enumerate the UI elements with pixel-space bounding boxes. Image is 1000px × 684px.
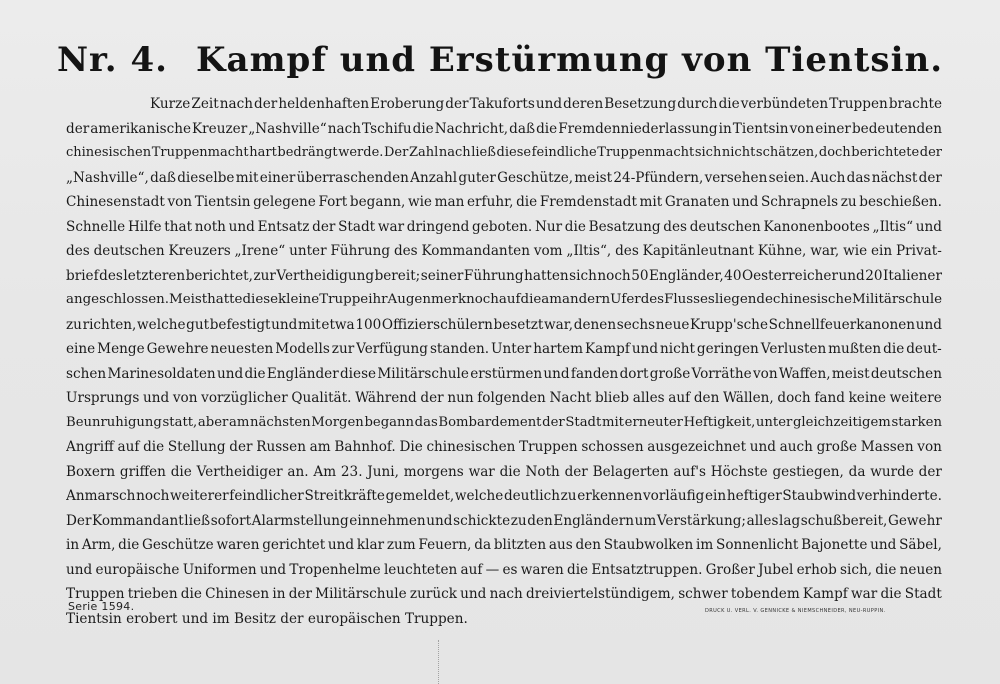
- text-line: Ursprungs und von vorzüglicher Qualität. Während der nun folgenden Nacht blieb alles auf den Wällen, doch fand keine weitere: [66, 390, 942, 406]
- text-line: Chinesenstadt von Tientsin gelegene Fort begann, wie man erfuhr, die Fremdenstadt mit Granaten und Schrapnels zu beschießen.: [66, 194, 942, 210]
- text-line: Der Kommandant ließ sofort Alarmstellung einnehmen und schickte zu den Engländern um Verstärkung; alles lag schußbereit, Gewehr: [66, 512, 942, 529]
- text-line: Schnelle Hilfe that noth und Entsatz der Stadt war dringend geboten. Nur die Besatzung des deutschen Kanonenbootes „Iltis“ und: [66, 218, 942, 235]
- printer-imprint: DRUCK U. VERL. V. GENNICKE & NIEMSCHNEIDER, NEU-RUPPIN.: [705, 608, 886, 614]
- text-line: der amerikanische Kreuzer „Nashville“ nach Tschifu die Nachricht, daß die Fremdenniederlassung in Tientsin von einer bedeutenden: [66, 120, 942, 137]
- text-line: zu richten, welche gut befestigt und mit etwa 100 Offizierschülern besetzt war, denen sechs neue Krupp'sche Schnellfeuerkanonen und: [66, 316, 942, 333]
- text-line: schen Marinesoldaten und die Engländer diese Militärschule erstürmen und fanden dort große Vorräthe von Waffen, meist deutschen: [66, 365, 942, 382]
- title-text: Kampf und Erstürmung von Tientsin.: [195, 40, 944, 80]
- title-number: Nr. 4.: [56, 40, 168, 80]
- text-line: chinesischen Truppenmacht hart bedrängt werde. Der Zahl nach ließ diese feindliche Truppenmacht sich nicht schätzen, doch berichtete der: [66, 145, 942, 160]
- text-line: eine Menge Gewehre neuesten Modells zur Verfügung standen. Unter hartem Kampf und nicht geringen Verlusten mußten die deut-: [66, 341, 942, 357]
- fold-mark: [438, 640, 441, 684]
- text-line: Angriff auf die Stellung der Russen am Bahnhof. Die chinesischen Truppen schossen ausgezeichnet und auch große Massen von: [66, 439, 942, 455]
- text-line: des deutschen Kreuzers „Irene“ unter Führung des Kommandanten vom „Iltis“, des Kapitänleutnant Kühne, war, wie ein Privat-: [66, 243, 942, 259]
- text-line: Beunruhigung statt, aber am nächsten Morgen begann das Bombardement der Stadt mit erneuter Heftigkeit, unter gleichzeitigem starken: [66, 414, 942, 430]
- text-line: Truppen trieben die Chinesen in der Militärschule zurück und nach dreiviertelstündigem, schwer tobendem Kampf war die Stadt: [66, 586, 942, 602]
- text-line: angeschlossen. Meist hatte diese kleine Truppe ihr Augenmerk noch auf die am andern Ufer des Flusses liegende chinesische Militärschule: [66, 292, 942, 307]
- text-line: Anmarsch noch weiterer feindlicher Streitkräfte gemeldet, welche deutlich zu erkennen vorläufig ein heftiger Staubwind verhinderte.: [66, 488, 942, 504]
- series-number: Serie 1594.: [68, 600, 135, 613]
- body-text: [66, 92, 942, 631]
- text-line: brief des letzteren berichtet, zur Vertheidigung bereit; seiner Führung hatten sich noch 50 Engländer, 40 Oesterreicher und 20 Italiener: [66, 267, 942, 284]
- text-line: Boxern griffen die Vertheidiger an. Am 23. Juni, morgens war die Noth der Belagerten auf's Höchste gestiegen, da wurde der: [66, 463, 942, 480]
- text-line: Tientsin erobert und im Besitz der europäischen Truppen.: [66, 610, 468, 627]
- text-line: in Arm, die Geschütze waren gerichtet und klar zum Feuern, da blitzten aus den Staubwolken im Sonnenlicht Bajonette und Säbel,: [66, 537, 942, 553]
- page-title: [0, 40, 1000, 80]
- text-line: Kurze Zeit nach der heldenhaften Eroberung der Takuforts und deren Besetzung durch die verbündeten Truppen brachte: [150, 96, 942, 112]
- text-line: „Nashville“, daß dieselbe mit einer überraschenden Anzahl guter Geschütze, meist 24-Pfündern, versehen seien. Auch das nächst der: [66, 169, 942, 186]
- text-line: und europäische Uniformen und Tropenhelme leuchteten auf — es waren die Entsatztruppen. Großer Jubel erhob sich, die neuen: [66, 561, 942, 578]
